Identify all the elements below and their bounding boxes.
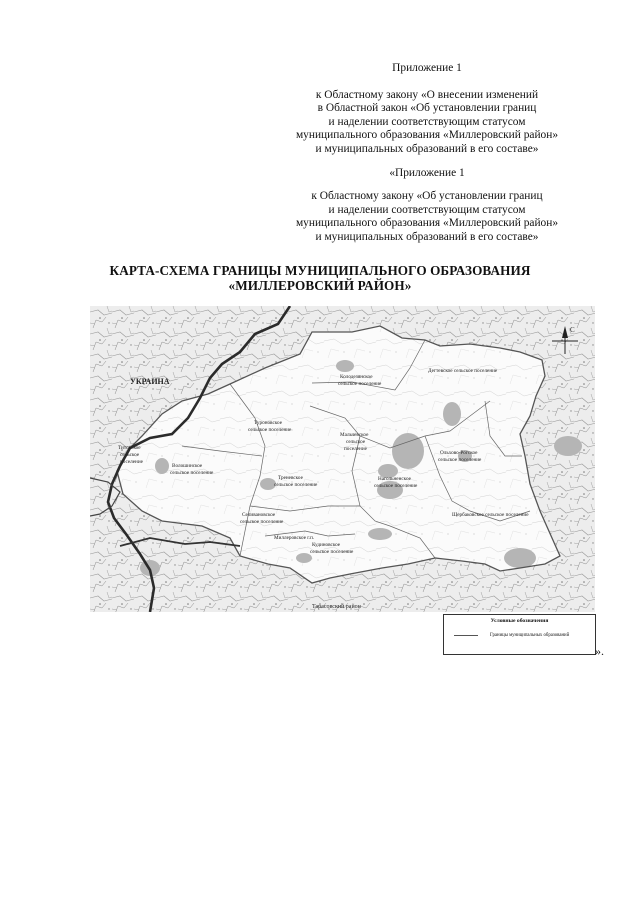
- settlement-label: сельское поселение: [310, 549, 354, 555]
- appendix-text: муниципального образования «Миллеровский район»: [295, 129, 559, 142]
- legend-row: [444, 633, 595, 638]
- appendix-text: и муниципальных образований в его составе»: [315, 142, 539, 155]
- closing-quote: ».: [595, 644, 604, 658]
- document-title: [0, 263, 640, 293]
- appendix-text: и муниципальных образований в его составе»: [315, 230, 539, 243]
- settlement-label: Нагольненское: [378, 476, 411, 482]
- appendix-header: [262, 62, 592, 245]
- settlement-label: сельское поселение: [170, 470, 214, 476]
- settlement-label: сельское: [346, 439, 366, 445]
- legend-title: Условные обозначения: [490, 618, 549, 624]
- appendix-text: в Областной закон «Об установлении границ: [317, 102, 537, 115]
- appendix-text: и наделении соответствующим статусом: [328, 203, 526, 216]
- appendix-line-1: Приложение 1: [392, 62, 462, 74]
- settlement-label: Треневское: [278, 475, 303, 481]
- legend-item-label: Границы муниципальных образований: [490, 633, 570, 638]
- settlement-label: сельское поселение: [438, 457, 482, 463]
- settlement-label: Туроновское: [254, 420, 282, 426]
- settlement-label: сельское поселение: [338, 381, 382, 387]
- settlement-label: Колодезянское: [340, 374, 373, 380]
- settlement-label: Мальчевское: [340, 432, 369, 438]
- appendix-line-2: «Приложение 1: [389, 166, 465, 179]
- settlement-label: сельское поселение: [248, 427, 292, 433]
- appendix-text: к Областному закону «Об установлении границ: [311, 190, 543, 203]
- ukraine-label: УКРАИНА: [130, 377, 170, 386]
- boundary-line-symbol: [454, 635, 478, 636]
- settlement-label: Миллеровское г.п.: [274, 535, 315, 541]
- settlement-label: Титовское: [118, 445, 141, 451]
- title-line: «МИЛЛЕРОВСКИЙ РАЙОН»: [228, 278, 412, 293]
- map-canvas: [90, 306, 595, 612]
- district-map: [90, 306, 595, 612]
- appendix-text: муниципального образования «Миллеровский район»: [295, 217, 559, 230]
- settlement-label: сельское поселение: [374, 483, 418, 489]
- settlement-label: Дегтевское сельское поселение: [428, 368, 498, 374]
- settlement-label: Щербаковское сельское поселение: [452, 512, 529, 518]
- settlement-label: Волошинское: [172, 463, 203, 469]
- settlement-label: поселение: [344, 446, 367, 452]
- appendix-text: к Областному закону «О внесении изменений: [315, 88, 539, 101]
- settlement-label: Ольхово-Рогское: [440, 450, 478, 456]
- settlement-label: сельское поселение: [274, 482, 318, 488]
- district-label: Тарасовский район: [312, 604, 361, 610]
- compass-north-label: С: [570, 326, 575, 334]
- settlement-label: сельское поселение: [240, 519, 284, 525]
- map-legend: [443, 614, 596, 655]
- title-line: КАРТА-СХЕМА ГРАНИЦЫ МУНИЦИПАЛЬНОГО ОБРАЗОВАНИЯ: [109, 263, 531, 278]
- settlement-label: Селивановское: [242, 512, 276, 518]
- settlement-label: поселение: [120, 459, 143, 465]
- settlement-label: Кудиновское: [312, 542, 341, 548]
- appendix-text: и наделении соответствующим статусом: [328, 115, 526, 128]
- settlement-label: сельское: [120, 452, 140, 458]
